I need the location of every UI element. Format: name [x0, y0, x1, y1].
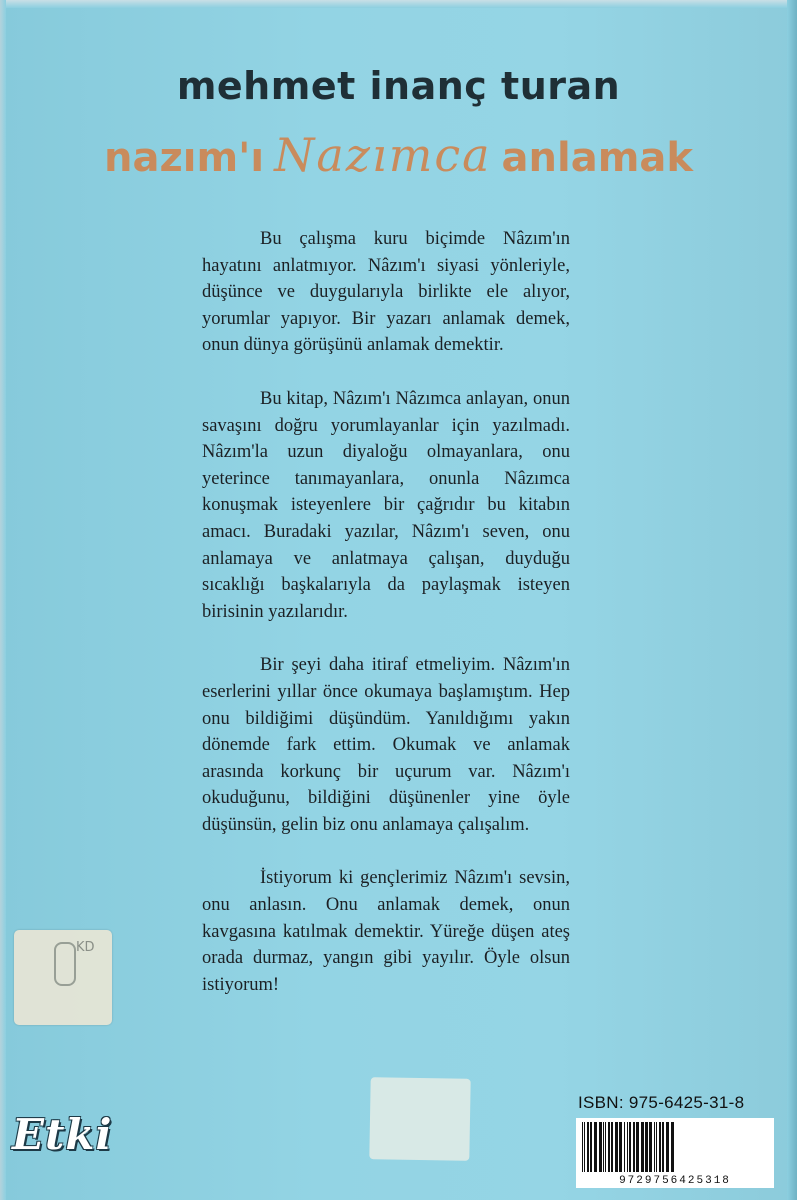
barcode-bar [629, 1122, 631, 1172]
barcode-bar [636, 1122, 639, 1172]
barcode-bar [662, 1122, 664, 1172]
barcode-bar [666, 1122, 669, 1172]
barcode-bar [582, 1122, 583, 1172]
library-emblem-icon [54, 942, 76, 986]
blurb-paragraph: İstiyorum ki gençlerimiz Nâzım'ı sevsin, onu anlasın. Onu anlamak demek, onun kavgasına katılmak demektir. Yüreğe düşen ateş orada durmaz, yangın gibi yayılır. Öyle olsun istiyorum! [202, 868, 570, 995]
barcode-bar [615, 1122, 618, 1172]
barcode-bars [576, 1118, 774, 1174]
barcode-bar [627, 1122, 628, 1172]
barcode-bar [654, 1122, 655, 1172]
blurb-paragraph: Bir şeyi daha itiraf etmeliyim. Nâzım'ın eserlerini yıllar önce okumaya başlamıştım. Hep onu bildiğimi düşündüm. Yanıldığımı yakın dönemde fark ettim. Okumak ve anlamak arasında korkunç bir uçurum var. Nâzım'ı okuduğunu, bildiğini düşünenler yine öyle düşünsün, gelin biz onu anlamaya çalışalım. [202, 655, 570, 835]
blurb-text [202, 226, 570, 1025]
publisher-logo: Etki [12, 1110, 113, 1159]
barcode [576, 1118, 774, 1188]
title-script-word: Nazımca [274, 128, 492, 182]
barcode-bar [645, 1122, 648, 1172]
title-part-1: nazım'ı [104, 135, 265, 181]
barcode-bar [641, 1122, 644, 1172]
barcode-bar [659, 1122, 661, 1172]
barcode-bar [649, 1122, 652, 1172]
barcode-bar [590, 1122, 592, 1172]
library-sticker [14, 930, 112, 1025]
library-sticker-text: KD [76, 940, 95, 955]
barcode-bar [656, 1122, 657, 1172]
isbn-label: ISBN: 975-6425-31-8 [578, 1093, 745, 1112]
barcode-bar [633, 1122, 635, 1172]
barcode-bar [605, 1122, 606, 1172]
title-part-2: anlamak [501, 135, 693, 181]
barcode-bar [619, 1122, 622, 1172]
author-name: mehmet inanç turan [176, 64, 621, 108]
barcode-bar [594, 1122, 597, 1172]
barcode-bar [608, 1122, 610, 1172]
cover-top-edge [0, 0, 797, 8]
barcode-bar [611, 1122, 613, 1172]
barcode-bar [599, 1122, 602, 1172]
barcode-bar [584, 1122, 585, 1172]
barcode-bar [671, 1122, 674, 1172]
barcode-digits: 9729756425318 [619, 1175, 731, 1187]
barcode-bar [603, 1122, 604, 1172]
blurb-paragraph: Bu kitap, Nâzım'ı Nâzımca anlayan, onun savaşını doğru yorumlayanlar için yazılmadı. Nâzım'la uzun diyaloğu olmayanlara, onu yeterince tanımayanlara, onunla Nâzımca konuşmak isteyenlere bir çağrıdır bu kitabın amacı. Buradaki yazılar, Nâzım'ı seven, onu anlamaya ve anlatmaya çalışan, duyduğu sıcaklığı başkalarıyla da paylaşmak isteyen birisinin yazılarıdır. [202, 388, 570, 622]
book-title [0, 128, 797, 182]
tape-residue [369, 1077, 470, 1161]
blurb-paragraph: Bu çalışma kuru biçimde Nâzım'ın hayatını anlatmıyor. Nâzım'ı siyasi yönleriyle, düşünce ve duygularıyla birlikte ele alıyor, yorumlar yapıyor. Bir yazarı anlamak demek, onun dünya görüşünü anlamak demektir. [202, 229, 570, 356]
barcode-bar [624, 1122, 625, 1172]
barcode-bar [587, 1122, 589, 1172]
